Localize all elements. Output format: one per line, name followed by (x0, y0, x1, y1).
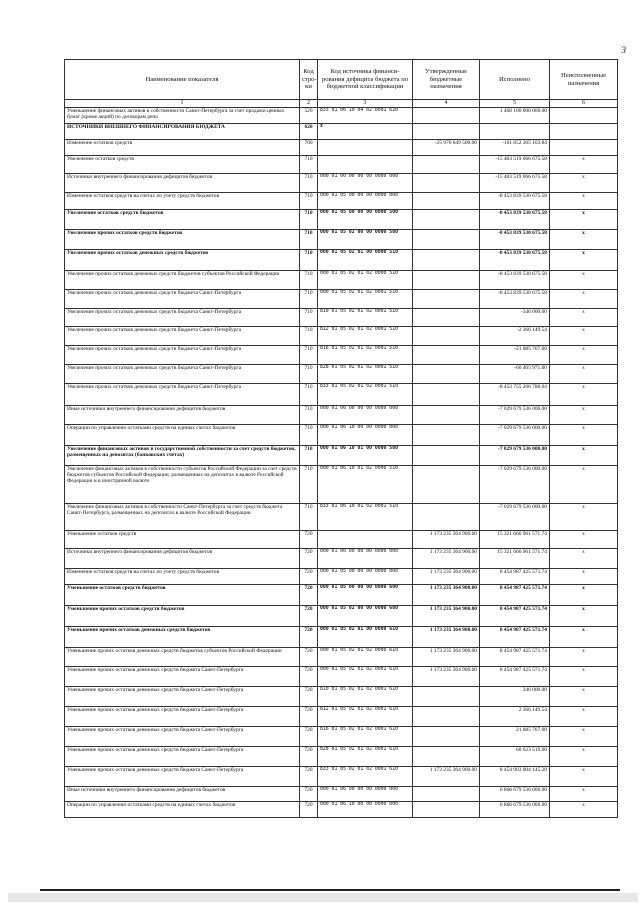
row-approved: -25 976 649 500.00 (413, 140, 480, 156)
row-name: Иные источники внутреннего финансирования дефицитов бюджетов (65, 787, 300, 802)
row-approved (413, 230, 480, 250)
row-code: 720 (300, 606, 318, 627)
row-source-code: 000 01 00 00 00 00 0000 000 (318, 549, 413, 569)
row-executed: -7 029 679 536 000.00 (480, 406, 550, 425)
row-remaining: x (550, 648, 618, 667)
row-name: Уменьшение прочих остатков денежных средств бюджета Санкт-Петербурга (65, 727, 300, 747)
table-row (65, 648, 618, 667)
row-executed: -7 029 679 536 000.00 (480, 446, 550, 466)
row-name: Увеличение прочих остатков денежных средств бюджетов субъектов Российской Федерации (65, 271, 300, 290)
table-row (65, 802, 618, 818)
row-source-code: 000 01 05 00 00 00 0000 000 (318, 193, 413, 210)
row-source-code: 000 01 05 02 00 00 0000 500 (318, 230, 413, 250)
row-code: 710 (300, 504, 318, 531)
table-row (65, 193, 618, 210)
row-code: 620 (300, 124, 318, 140)
column-number: 4 (413, 100, 480, 108)
row-remaining: x (550, 250, 618, 271)
row-remaining: x (550, 210, 618, 230)
table-row (65, 531, 618, 549)
row-approved: 1 173 235 364 900.00 (413, 569, 480, 585)
row-approved (413, 747, 480, 767)
column-number: 6 (550, 100, 618, 108)
row-executed: -21 085 767.00 (480, 346, 550, 365)
row-source-code: 828 01 05 02 01 02 0001 610 (318, 747, 413, 767)
page-number: 3 (621, 45, 626, 55)
row-name: Уменьшение прочих остатков денежных средств бюджета Санкт-Петербурга (65, 667, 300, 687)
header-remaining: Неисполненные назначения (550, 60, 618, 100)
row-code: 710 (300, 230, 318, 250)
row-source-code: 000 01 05 02 01 00 0000 610 (318, 627, 413, 648)
row-name: Увеличение прочих остатков денежных средств бюджета Санкт-Петербурга (65, 309, 300, 327)
row-approved: 1 173 235 364 900.00 (413, 531, 480, 549)
row-code: 720 (300, 687, 318, 707)
row-name: Иные источники внутреннего финансирования дефицитов бюджетов (65, 406, 300, 425)
row-remaining: x (550, 365, 618, 384)
row-code: 720 (300, 531, 318, 549)
row-code: 710 (300, 384, 318, 406)
row-name: Увеличение прочих остатков денежных средств бюджета Санкт-Петербурга (65, 384, 300, 406)
row-executed: -2 366 149.54 (480, 327, 550, 346)
column-number: 1 (65, 100, 300, 108)
row-executed: -346 000.00 (480, 309, 550, 327)
row-approved: 1 173 235 364 900.00 (413, 767, 480, 787)
row-code: 700 (300, 140, 318, 156)
row-executed: 6 866 679 536 000.00 (480, 787, 550, 802)
row-source-code: 816 01 05 02 01 02 0001 610 (318, 727, 413, 747)
row-code: 710 (300, 174, 318, 193)
row-executed (480, 124, 550, 140)
row-source-code: 828 01 05 02 01 02 0001 510 (318, 365, 413, 384)
row-name: Изменение остатков средств на счетах по учету средств бюджетов (65, 193, 300, 210)
row-source-code: 810 01 05 02 01 02 0001 610 (318, 687, 413, 707)
row-executed: 346 000.00 (480, 687, 550, 707)
row-approved (413, 327, 480, 346)
row-executed: 8 454 987 425 571.74 (480, 585, 550, 606)
table-header-row (65, 60, 618, 100)
row-remaining: x (550, 230, 618, 250)
row-name: Источники внутреннего финансирования дефицитов бюджетов (65, 549, 300, 569)
row-name: Источники внутреннего финансирования дефицитов бюджетов (65, 174, 300, 193)
scan-bottom-edge (40, 889, 620, 891)
row-name: Операции по управлению остатками средств на единых счетах бюджетов (65, 802, 300, 818)
row-executed: -161 852 305 103.84 (480, 140, 550, 156)
row-source-code: 000 01 05 02 01 02 0001 510 (318, 290, 413, 309)
row-name: Изменение остатков средств (65, 140, 300, 156)
row-source-code: 833 01 05 02 01 02 0001 610 (318, 767, 413, 787)
table-row (65, 667, 618, 687)
row-code: 720 (300, 627, 318, 648)
row-code: 720 (300, 802, 318, 818)
row-name: Операции по управлению остатками средств на единых счетах бюджетов (65, 425, 300, 446)
table-row (65, 466, 618, 504)
header-name: Наименование показателя (65, 60, 300, 100)
row-name: Увеличение финансовых активов в государственной собственности за счет средств бюджетов, размещенных на депозитах (банковских счетах) (65, 446, 300, 466)
row-remaining: x (550, 406, 618, 425)
row-source-code: 000 01 05 02 01 02 0000 610 (318, 648, 413, 667)
table-row (65, 687, 618, 707)
row-remaining: x (550, 193, 618, 210)
row-name: Уменьшение остатков средств (65, 531, 300, 549)
row-source-code: 812 01 05 02 01 02 0001 610 (318, 707, 413, 727)
row-executed: 8 454 987 425 571.74 (480, 606, 550, 627)
row-remaining: x (550, 687, 618, 707)
row-source-code (318, 156, 413, 174)
row-remaining: x (550, 747, 618, 767)
table-body (65, 108, 618, 818)
row-code: 710 (300, 365, 318, 384)
row-code: 720 (300, 727, 318, 747)
column-number-row (65, 100, 618, 108)
row-code: 710 (300, 271, 318, 290)
row-remaining: x (550, 531, 618, 549)
row-name: Увеличение остатков средств бюджетов (65, 210, 300, 230)
row-name: Увеличение прочих остатков денежных средств бюджета Санкт-Петербурга (65, 327, 300, 346)
row-name: Уменьшение остатков средств бюджетов (65, 585, 300, 606)
row-source-code: 000 01 00 00 00 00 0000 000 (318, 174, 413, 193)
row-source-code: 810 01 05 02 01 02 0001 510 (318, 309, 413, 327)
table-row (65, 606, 618, 627)
row-executed: -7 029 679 536 000.00 (480, 504, 550, 531)
row-name: Уменьшение прочих остатков средств бюджетов (65, 606, 300, 627)
row-name: Уменьшение прочих остатков денежных средств бюджетов (65, 627, 300, 648)
table-row (65, 108, 618, 124)
header-code: Код стро-ки (300, 60, 318, 100)
row-executed: 60 623 510.00 (480, 747, 550, 767)
row-name: Увеличение прочих остатков денежных средств бюджета Санкт-Петербурга (65, 290, 300, 309)
row-code: 710 (300, 346, 318, 365)
row-source-code (318, 140, 413, 156)
row-remaining: x (550, 667, 618, 687)
table-row (65, 271, 618, 290)
row-source-code: 000 01 05 02 01 02 0000 510 (318, 271, 413, 290)
row-approved (413, 787, 480, 802)
row-code: 710 (300, 327, 318, 346)
row-remaining: x (550, 327, 618, 346)
row-name: Увеличение финансовых активов в собственности субъектов Российской Федерации за счет средств бюджетов субъектов Российской Федерации, размещенных на депозитах в валюте Российской Федерации и в иностранной валюте (65, 466, 300, 504)
row-source-code: 812 01 05 02 01 02 0001 510 (318, 327, 413, 346)
row-approved (413, 707, 480, 727)
row-remaining: x (550, 802, 618, 818)
table-row (65, 569, 618, 585)
row-executed: -60 465 971.00 (480, 365, 550, 384)
row-executed: 8 454 987 425 571.74 (480, 627, 550, 648)
table-row (65, 250, 618, 271)
row-approved (413, 193, 480, 210)
row-approved (413, 250, 480, 271)
row-remaining (550, 108, 618, 124)
row-remaining: x (550, 707, 618, 727)
row-name: Уменьшение прочих остатков денежных средств бюджета Санкт-Петербурга (65, 767, 300, 787)
row-executed: 8 454 987 425 571.74 (480, 648, 550, 667)
row-source-code: 000 01 06 00 00 00 0000 000 (318, 406, 413, 425)
row-approved (413, 687, 480, 707)
row-approved (413, 384, 480, 406)
row-source-code: 000 01 05 02 00 00 0000 600 (318, 606, 413, 627)
row-executed: 8 454 903 004 145.20 (480, 767, 550, 787)
row-approved: 1 173 235 364 900.00 (413, 606, 480, 627)
row-executed: -8 453 839 530 675.58 (480, 271, 550, 290)
row-code: 520 (300, 108, 318, 124)
header-executed: Исполнено (480, 60, 550, 100)
row-remaining: x (550, 606, 618, 627)
row-remaining: x (550, 446, 618, 466)
row-executed: -15 483 519 066 675.58 (480, 156, 550, 174)
table-row (65, 767, 618, 787)
row-remaining: x (550, 309, 618, 327)
row-name: Уменьшение прочих остатков денежных средств бюджета Санкт-Петербурга (65, 747, 300, 767)
row-approved: 1 173 235 364 900.00 (413, 627, 480, 648)
row-source-code: 816 01 05 02 01 02 0001 510 (318, 346, 413, 365)
row-executed: -8 453 839 530 675.58 (480, 193, 550, 210)
row-approved: 1 173 235 364 900.00 (413, 667, 480, 687)
row-name: Увеличение прочих остатков денежных средств бюджета Санкт-Петербурга (65, 346, 300, 365)
row-source-code: 000 01 06 10 00 00 0000 000 (318, 802, 413, 818)
row-executed: -8 453 839 530 675.58 (480, 290, 550, 309)
row-source-code: 833 01 06 10 01 02 0001 510 (318, 504, 413, 531)
row-code: 720 (300, 747, 318, 767)
row-executed: -7 029 679 536 000.00 (480, 466, 550, 504)
row-code: 710 (300, 406, 318, 425)
row-approved: 1 173 235 364 900.00 (413, 585, 480, 606)
row-source-code: 000 01 05 00 00 00 0000 600 (318, 585, 413, 606)
row-remaining: x (550, 156, 618, 174)
row-code: 710 (300, 309, 318, 327)
row-executed: -8 453 839 530 675.58 (480, 210, 550, 230)
row-executed: 8 454 987 425 571.74 (480, 569, 550, 585)
row-executed: 6 866 679 536 000.00 (480, 802, 550, 818)
row-remaining: x (550, 627, 618, 648)
row-executed: -7 029 679 536 000.00 (480, 425, 550, 446)
column-number: 5 (480, 100, 550, 108)
row-name: Увеличение прочих остатков средств бюджетов (65, 230, 300, 250)
row-code: 710 (300, 250, 318, 271)
row-remaining: x (550, 290, 618, 309)
row-source-code: 000 01 06 10 01 02 0000 510 (318, 466, 413, 504)
row-approved: 1 173 235 364 900.00 (413, 648, 480, 667)
row-name: Увеличение прочих остатков денежных средств бюджетов (65, 250, 300, 271)
row-code: 720 (300, 585, 318, 606)
table-row (65, 747, 618, 767)
row-code: 710 (300, 446, 318, 466)
table-row (65, 156, 618, 174)
row-approved (413, 124, 480, 140)
header-approved: Утвержденные бюджетные назначения (413, 60, 480, 100)
column-number: 2 (300, 100, 318, 108)
row-remaining: x (550, 767, 618, 787)
row-approved (413, 504, 480, 531)
row-code: 720 (300, 549, 318, 569)
row-code: 720 (300, 569, 318, 585)
table-row (65, 384, 618, 406)
row-approved (413, 108, 480, 124)
row-name: Уменьшение прочих остатков денежных средств бюджета Санкт-Петербурга (65, 707, 300, 727)
row-code: 720 (300, 667, 318, 687)
row-remaining: x (550, 569, 618, 585)
table-row (65, 327, 618, 346)
row-source-code: 833 01 06 10 04 02 0001 620 (318, 108, 413, 124)
row-source-code: 000 01 06 00 00 00 0000 000 (318, 787, 413, 802)
row-approved (413, 365, 480, 384)
row-code: 710 (300, 193, 318, 210)
row-remaining (550, 124, 618, 140)
row-approved (413, 174, 480, 193)
row-code: 710 (300, 466, 318, 504)
row-executed: -8 453 755 266 788.04 (480, 384, 550, 406)
row-approved (413, 406, 480, 425)
row-code: 720 (300, 767, 318, 787)
row-approved (413, 802, 480, 818)
table-row (65, 787, 618, 802)
row-source-code: 833 01 05 02 01 02 0001 510 (318, 384, 413, 406)
row-executed: 15 321 666 961 571.74 (480, 531, 550, 549)
table-row (65, 365, 618, 384)
table-row (65, 210, 618, 230)
row-remaining: x (550, 504, 618, 531)
table-row (65, 425, 618, 446)
scan-bottom-shadow (8, 893, 638, 902)
row-source-code: x (318, 124, 413, 140)
row-approved (413, 290, 480, 309)
row-code: 710 (300, 156, 318, 174)
row-approved (413, 210, 480, 230)
table-row (65, 627, 618, 648)
row-source-code: 000 01 06 10 01 00 0000 500 (318, 446, 413, 466)
sources-of-financing-table (64, 59, 618, 818)
row-remaining: x (550, 346, 618, 365)
row-name: Уменьшение прочих остатков денежных средств бюджета Санкт-Петербурга (65, 687, 300, 707)
row-approved (413, 425, 480, 446)
row-approved (413, 446, 480, 466)
row-source-code: 000 01 05 00 00 00 0000 000 (318, 569, 413, 585)
row-code: 720 (300, 707, 318, 727)
table-row (65, 504, 618, 531)
table-row (65, 446, 618, 466)
table-row (65, 707, 618, 727)
table-row (65, 174, 618, 193)
row-executed: -8 453 839 530 675.58 (480, 250, 550, 271)
header-source-code: Код источника финанси-рования дефицита бюджета по бюджетной классификации (318, 60, 413, 100)
row-code: 720 (300, 648, 318, 667)
table-row (65, 549, 618, 569)
row-approved (413, 466, 480, 504)
row-remaining: x (550, 787, 618, 802)
table-row (65, 346, 618, 365)
row-executed: 2 366 149.54 (480, 707, 550, 727)
row-name: Увеличение прочих остатков денежных средств бюджета Санкт-Петербурга (65, 365, 300, 384)
row-approved (413, 309, 480, 327)
table-row (65, 727, 618, 747)
row-executed: -15 483 519 066 675.58 (480, 174, 550, 193)
row-remaining: x (550, 425, 618, 446)
row-approved (413, 346, 480, 365)
row-name: Изменение остатков средств на счетах по учету средств бюджетов (65, 569, 300, 585)
row-code: 720 (300, 787, 318, 802)
row-executed: -8 453 839 530 675.58 (480, 230, 550, 250)
row-remaining: x (550, 271, 618, 290)
row-remaining: x (550, 466, 618, 504)
row-remaining: x (550, 384, 618, 406)
row-name: ИСТОЧНИКИ ВНЕШНЕГО ФИНАНСИРОВАНИЯ БЮДЖЕТА (65, 124, 300, 140)
row-executed: 8 454 987 425 571.74 (480, 667, 550, 687)
table-row (65, 406, 618, 425)
table-row (65, 309, 618, 327)
row-source-code: 000 01 06 10 00 00 0000 000 (318, 425, 413, 446)
table-row (65, 290, 618, 309)
row-remaining: x (550, 727, 618, 747)
row-approved (413, 156, 480, 174)
row-name: Увеличение финансовых активов в собственности Санкт-Петербурга за счет средств бюджета Санкт-Петербурга, размещенных на депозитах в валюте Российской Федерации (65, 504, 300, 531)
row-remaining: x (550, 174, 618, 193)
row-executed: 15 321 666 961 571.74 (480, 549, 550, 569)
row-code: 710 (300, 425, 318, 446)
row-executed: 21 085 767.00 (480, 727, 550, 747)
row-code: 710 (300, 210, 318, 230)
row-approved (413, 727, 480, 747)
table-row (65, 124, 618, 140)
row-approved: 1 173 235 364 900.00 (413, 549, 480, 569)
column-number: 3 (318, 100, 413, 108)
row-name: Уменьшение финансовых активов в собственности Санкт-Петербурга за счет продажи ценных бумаг (кроме акций) по договорам репо (65, 108, 300, 124)
row-source-code: 000 01 05 00 00 00 0000 500 (318, 210, 413, 230)
row-remaining: x (550, 585, 618, 606)
row-source-code: 000 01 05 02 01 00 0000 510 (318, 250, 413, 271)
row-remaining: x (550, 549, 618, 569)
row-remaining (550, 140, 618, 156)
table-row (65, 585, 618, 606)
row-code: 710 (300, 290, 318, 309)
row-approved (413, 271, 480, 290)
row-name: Увеличение остатков средств (65, 156, 300, 174)
row-executed: 1 468 100 000 000.00 (480, 108, 550, 124)
row-source-code: 000 01 05 02 01 02 0001 610 (318, 667, 413, 687)
row-source-code (318, 531, 413, 549)
table-row (65, 140, 618, 156)
row-name: Уменьшение прочих остатков денежных средств бюджетов субъектов Российской Федерации (65, 648, 300, 667)
table-row (65, 230, 618, 250)
